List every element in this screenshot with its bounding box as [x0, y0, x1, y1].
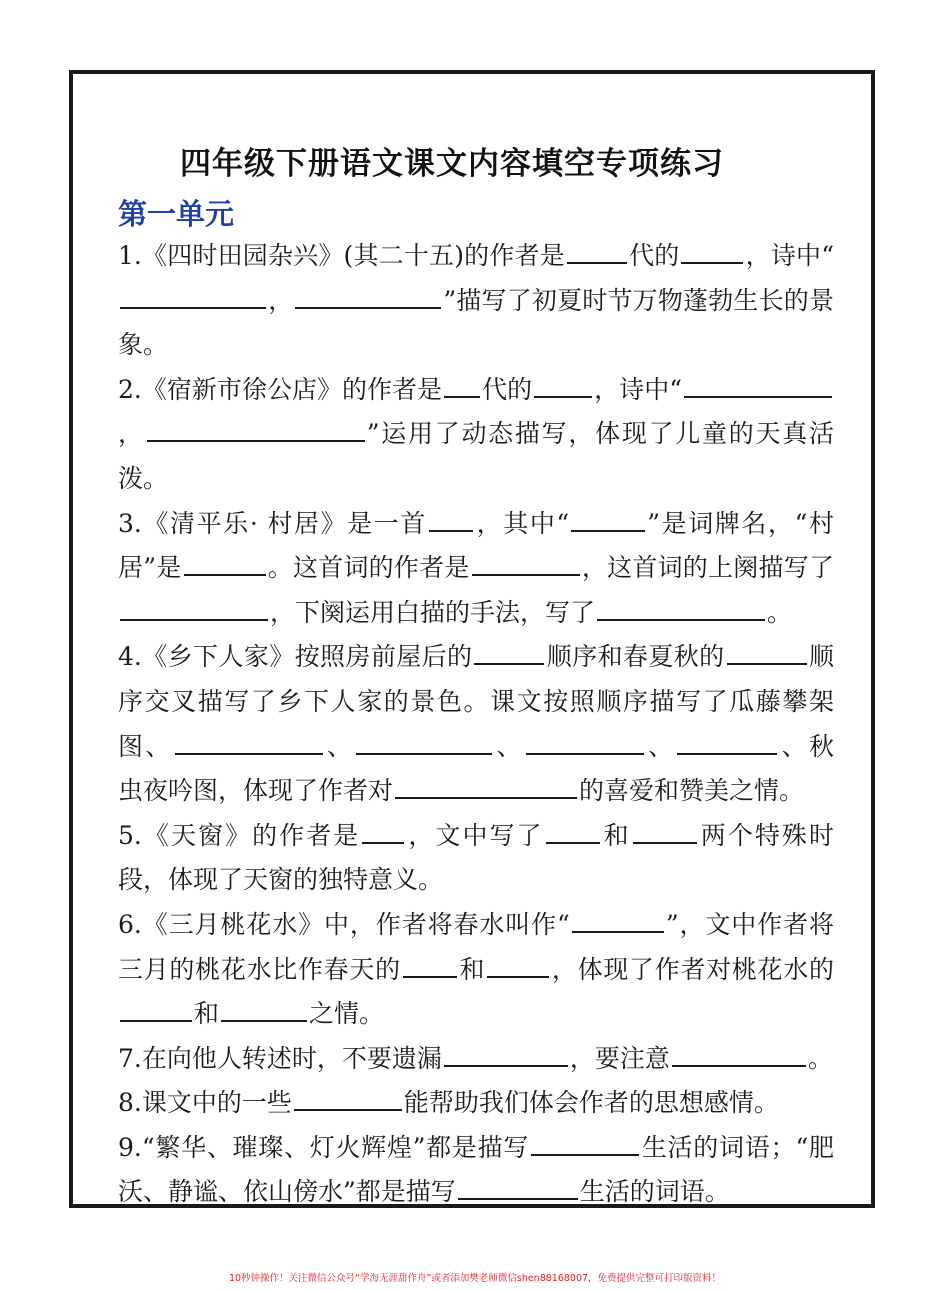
answer-blank[interactable]	[474, 637, 544, 665]
answer-blank[interactable]	[681, 236, 743, 264]
question-text: 、	[324, 731, 355, 761]
question-text: 两个特殊时段，体现了天窗的独特意义。	[118, 820, 834, 895]
question-item	[118, 1037, 834, 1082]
question-text: 、秋虫夜吟图，体现了作者对	[118, 731, 834, 806]
question-text: 9.“繁华、璀璨、灯火辉煌”都是描写	[118, 1132, 530, 1162]
question-text: ”是词牌名，“村居”是	[118, 508, 835, 583]
answer-blank[interactable]	[677, 726, 777, 754]
question-text: 和	[601, 820, 631, 850]
answer-blank[interactable]	[395, 771, 577, 799]
answer-blank[interactable]	[175, 726, 323, 754]
question-item	[118, 635, 834, 813]
question-text: ，诗中“	[594, 374, 682, 404]
answer-blank[interactable]	[531, 1128, 639, 1156]
question-text: 生活的词语。	[579, 1177, 730, 1207]
answer-blank[interactable]	[458, 1172, 578, 1200]
unit-heading: 第一单元	[118, 197, 235, 231]
question-text: 和	[194, 999, 220, 1029]
question-text: ，要注意	[569, 1043, 670, 1073]
answer-blank[interactable]	[534, 370, 592, 398]
question-text: 2.《宿新市徐公店》的作者是	[118, 374, 443, 404]
question-text: 顺序和春夏秋的	[546, 642, 725, 672]
question-text: 。	[807, 1043, 833, 1073]
question-list	[118, 234, 834, 1215]
answer-blank[interactable]	[684, 370, 832, 398]
question-text: ”运用了动态描写，体现了儿童的天真活泼。	[118, 419, 834, 493]
question-text: 1.《四时田园杂兴》(其二十五)的作者是	[118, 241, 565, 270]
question-item	[118, 234, 834, 368]
question-text: 7.在向他人转述时，不要遗漏	[118, 1043, 442, 1073]
answer-blank[interactable]	[567, 236, 627, 264]
question-text: 顺序交叉描写了乡下人家的景色。课文按照顺序描写了瓜藤攀架图、	[118, 642, 834, 761]
question-item	[118, 903, 834, 1037]
answer-blank[interactable]	[572, 905, 664, 933]
question-text: 、	[645, 731, 676, 761]
answer-blank[interactable]	[184, 548, 266, 576]
answer-blank[interactable]	[362, 815, 404, 843]
answer-blank[interactable]	[356, 726, 492, 754]
question-text: 能帮助我们体会作者的思想感情。	[403, 1088, 779, 1118]
question-text: ，诗中“	[745, 241, 834, 270]
question-text: 。这首词的作者是	[267, 553, 470, 583]
answer-blank[interactable]	[571, 503, 645, 531]
question-text: ，体现了作者对桃花水的	[551, 954, 834, 984]
answer-blank[interactable]	[597, 593, 765, 621]
question-text: ”描写了初夏时节万物蓬勃生长的景象。	[118, 285, 834, 360]
answer-blank[interactable]	[294, 1083, 402, 1111]
answer-blank[interactable]	[526, 726, 644, 754]
answer-blank[interactable]	[487, 949, 549, 977]
answer-blank[interactable]	[546, 815, 600, 843]
question-text: ，下阕运用白描的手法，写了	[270, 597, 596, 627]
answer-blank[interactable]	[295, 280, 441, 308]
answer-blank[interactable]	[120, 280, 266, 308]
question-item	[118, 814, 834, 903]
answer-blank[interactable]	[727, 637, 807, 665]
question-text: ”，文中作者将三月的桃花水比作春天的	[118, 909, 834, 984]
question-text: 生活的词语；“肥沃、静谧、依山傍水”都是描写	[118, 1132, 834, 1207]
question-item	[118, 368, 834, 502]
question-item	[118, 1126, 834, 1215]
question-text: 和	[458, 954, 486, 984]
answer-blank[interactable]	[147, 414, 365, 442]
answer-blank[interactable]	[633, 815, 697, 843]
question-text: ，文中写了	[406, 820, 544, 850]
question-text: ，这首词的上阕描写了	[581, 553, 834, 583]
footer-notice: 10秒钟操作！关注微信公众号“学海无涯甜作舟”或者添加樊老师微信shen88168007，免费提供完整可打印版资料！	[228, 1273, 722, 1284]
question-text: ，其中“	[475, 508, 570, 538]
question-text: 6.《三月桃花水》中，作者将春水叫作“	[118, 909, 570, 939]
question-text: 5.《天窗》的作者是	[118, 820, 361, 850]
question-text: ，	[268, 285, 294, 315]
answer-blank[interactable]	[120, 593, 268, 621]
question-text: 。	[767, 597, 793, 627]
question-text: 3.《清平乐· 村居》是一首	[118, 508, 428, 538]
question-text: 代的	[482, 374, 533, 404]
question-item	[118, 1081, 834, 1126]
question-text: 4.《乡下人家》按照房前屋后的	[118, 642, 473, 672]
question-text: 、	[494, 731, 524, 761]
answer-blank[interactable]	[444, 370, 480, 398]
answer-blank[interactable]	[403, 949, 457, 977]
page-title: 四年级下册语文课文内容填空专项练习	[180, 146, 724, 182]
answer-blank[interactable]	[429, 503, 473, 531]
question-text: 代的	[628, 241, 680, 270]
answer-blank[interactable]	[472, 548, 580, 576]
question-text: 8.课文中的一些	[118, 1088, 292, 1118]
answer-blank[interactable]	[120, 994, 192, 1022]
answer-blank[interactable]	[221, 994, 307, 1022]
question-text: 的喜爱和赞美之情。	[579, 776, 805, 806]
question-item	[118, 502, 834, 636]
answer-blank[interactable]	[444, 1038, 568, 1066]
question-text: 之情。	[309, 999, 385, 1029]
question-text: ，	[118, 419, 145, 449]
answer-blank[interactable]	[672, 1038, 806, 1066]
